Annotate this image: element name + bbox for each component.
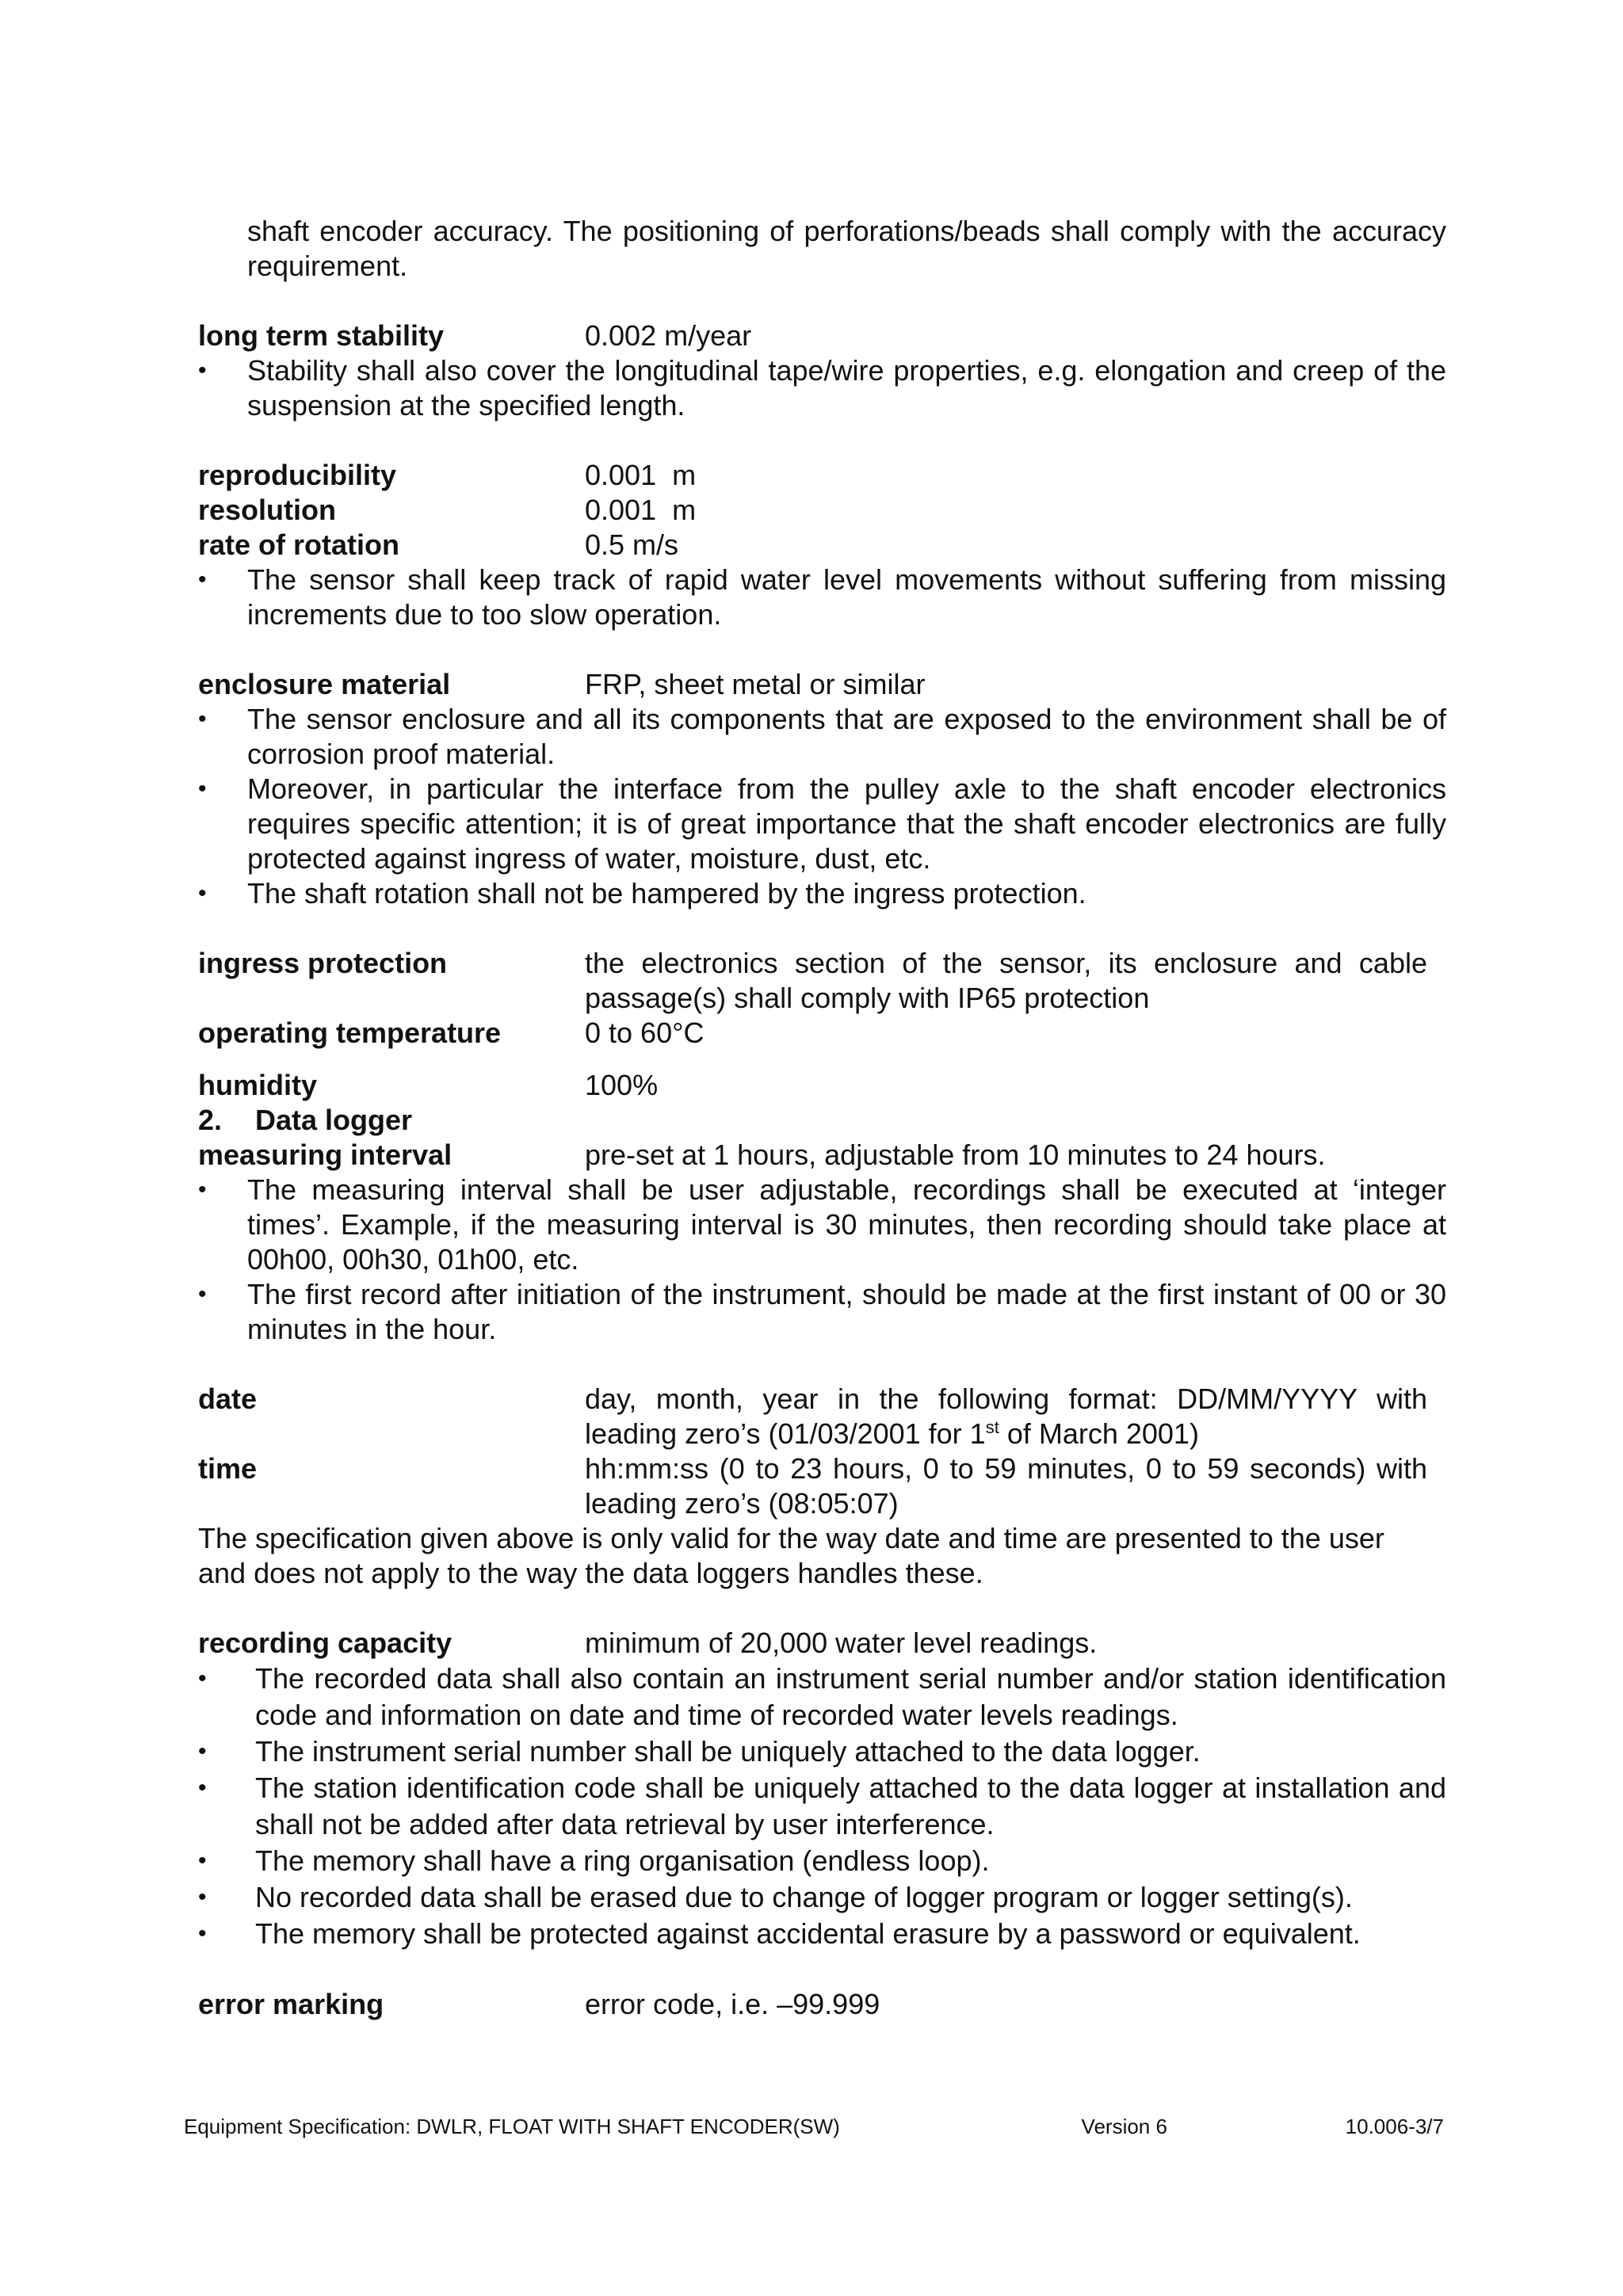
- spec-label: recording capacity: [198, 1627, 453, 1659]
- section-title: Data logger: [255, 1104, 413, 1136]
- bullet-list-rate-of-rotation: [198, 563, 1446, 632]
- bullet-list-measuring-interval: [198, 1173, 1446, 1347]
- spec-row-resolution: [198, 493, 1446, 528]
- spec-row-date: [198, 1382, 1446, 1451]
- spec-row-enclosure-material: [198, 667, 1446, 702]
- list-item: • The sensor enclosure and all its components that are exposed to the environment shall be of corrosion proof material.: [198, 702, 1446, 772]
- spec-label: ingress protection: [198, 947, 448, 979]
- spec-label: humidity: [198, 1069, 317, 1101]
- list-item: • Moreover, in particular the interface from the pulley axle to the shaft encoder electronics requires specific attention; it is of great importance that the shaft encoder electronics are fully protected against ingress of water, moisture, dust, etc.: [198, 772, 1446, 876]
- section-number: 2.: [198, 1104, 223, 1136]
- list-item: • The station identification code shall be uniquely attached to the data logger at installation and shall not be added after data retrieval by user interference.: [198, 1770, 1446, 1843]
- bullet-list-long-term-stability: [198, 353, 1446, 423]
- spec-label: long term stability: [198, 319, 445, 352]
- list-item: • The instrument serial number shall be uniquely attached to the data logger.: [198, 1733, 1446, 1770]
- list-item: • Stability shall also cover the longitudinal tape/wire properties, e.g. elongation and creep of the suspension at the specified length.: [198, 353, 1446, 423]
- spec-value: 0.001 m: [585, 459, 697, 491]
- page-footer: [184, 2114, 1444, 2139]
- footer-page-number: 10.006-3/7: [1345, 2115, 1444, 2138]
- list-item: • The first record after initiation of the instrument, should be made at the first instant of 00 or 30 minutes in the hour.: [198, 1277, 1446, 1347]
- spec-value: 0.5 m/s: [585, 528, 679, 561]
- list-item: • The memory shall be protected against accidental erasure by a password or equivalent.: [198, 1916, 1446, 1952]
- spec-label: date: [198, 1383, 258, 1415]
- spec-value: 0.001 m: [585, 494, 697, 526]
- spec-value: pre-set at 1 hours, adjustable from 10 minutes to 24 hours.: [585, 1138, 1326, 1171]
- spec-row-humidity: [198, 1068, 1446, 1103]
- spec-row-recording-capacity: [198, 1626, 1446, 1661]
- footer-version: Version 6: [1081, 2115, 1167, 2138]
- spec-label: operating temperature: [198, 1016, 502, 1049]
- spec-label: error marking: [198, 1988, 384, 2020]
- spec-row-long-term-stability: [198, 318, 1446, 353]
- spec-value: 100%: [585, 1069, 659, 1101]
- spec-value: minimum of 20,000 water level readings.: [585, 1627, 1098, 1659]
- spec-value: the electronics section of the sensor, its enclosure and cable passage(s) shall comply with IP65 protection: [585, 947, 1427, 1014]
- date-format-text: day, month, year in the following format: DD/MM/YYYY with leading zero’s (01/03/2001 for 1: [585, 1383, 1427, 1450]
- date-format-text-end: of March 2001): [999, 1417, 1199, 1450]
- bullet-list-recording-capacity: [198, 1661, 1446, 1952]
- spec-row-time: [198, 1451, 1446, 1521]
- spec-note-paragraph: The specification given above is only valid for the way date and time are presented to the user and does not apply to the way the data loggers handles these.: [198, 1522, 1384, 1589]
- list-item: • The recorded data shall also contain an instrument serial number and/or station identification code and information on date and time of recorded water levels readings.: [198, 1661, 1446, 1733]
- spec-row-operating-temperature: [198, 1016, 1446, 1051]
- spec-value: 0.002 m/year: [585, 319, 752, 352]
- spec-value: error code, i.e. –99.999: [585, 1988, 880, 2020]
- list-item: • The sensor shall keep track of rapid water level movements without suffering from missing increments due to too slow operation.: [198, 563, 1446, 632]
- spec-row-rate-of-rotation: [198, 528, 1446, 563]
- spec-value: [585, 1382, 1446, 1451]
- section-heading-data-logger: [198, 1103, 1446, 1138]
- spec-label: measuring interval: [198, 1138, 453, 1171]
- spec-row-error-marking: [198, 1987, 1446, 2022]
- spec-row-ingress-protection: [198, 946, 1446, 1016]
- list-item: • The shaft rotation shall not be hampered by the ingress protection.: [198, 876, 1446, 911]
- document-page: [198, 0, 1446, 2296]
- spec-row-measuring-interval: [198, 1138, 1446, 1173]
- list-item: • The measuring interval shall be user adjustable, recordings shall be executed at ‘integer times’. Example, if the measuring interval is 30 minutes, then recording should take place at 00h00, 00h30, 01h00, etc.: [198, 1173, 1446, 1277]
- spec-label: reproducibility: [198, 459, 397, 491]
- spec-row-reproducibility: [198, 458, 1446, 493]
- spec-label: resolution: [198, 494, 337, 526]
- spec-value: FRP, sheet metal or similar: [585, 668, 926, 700]
- intro-paragraph: shaft encoder accuracy. The positioning of perforations/beads shall comply with the accuracy requirement.: [247, 215, 1446, 282]
- spec-value: 0 to 60°C: [585, 1016, 705, 1049]
- spec-value: hh:mm:ss (0 to 23 hours, 0 to 59 minutes, 0 to 59 seconds) with leading zero’s (08:05:07): [585, 1452, 1427, 1520]
- list-item: • The memory shall have a ring organisation (endless loop).: [198, 1843, 1446, 1879]
- list-item: • No recorded data shall be erased due to change of logger program or logger setting(s).: [198, 1879, 1446, 1916]
- ordinal-suffix: st: [985, 1417, 999, 1437]
- footer-title: Equipment Specification: DWLR, FLOAT WITH SHAFT ENCODER(SW): [184, 2115, 840, 2138]
- spec-label: rate of rotation: [198, 528, 400, 561]
- bullet-list-enclosure-material: [198, 702, 1446, 911]
- spec-label: enclosure material: [198, 668, 451, 700]
- spec-label: time: [198, 1452, 258, 1485]
